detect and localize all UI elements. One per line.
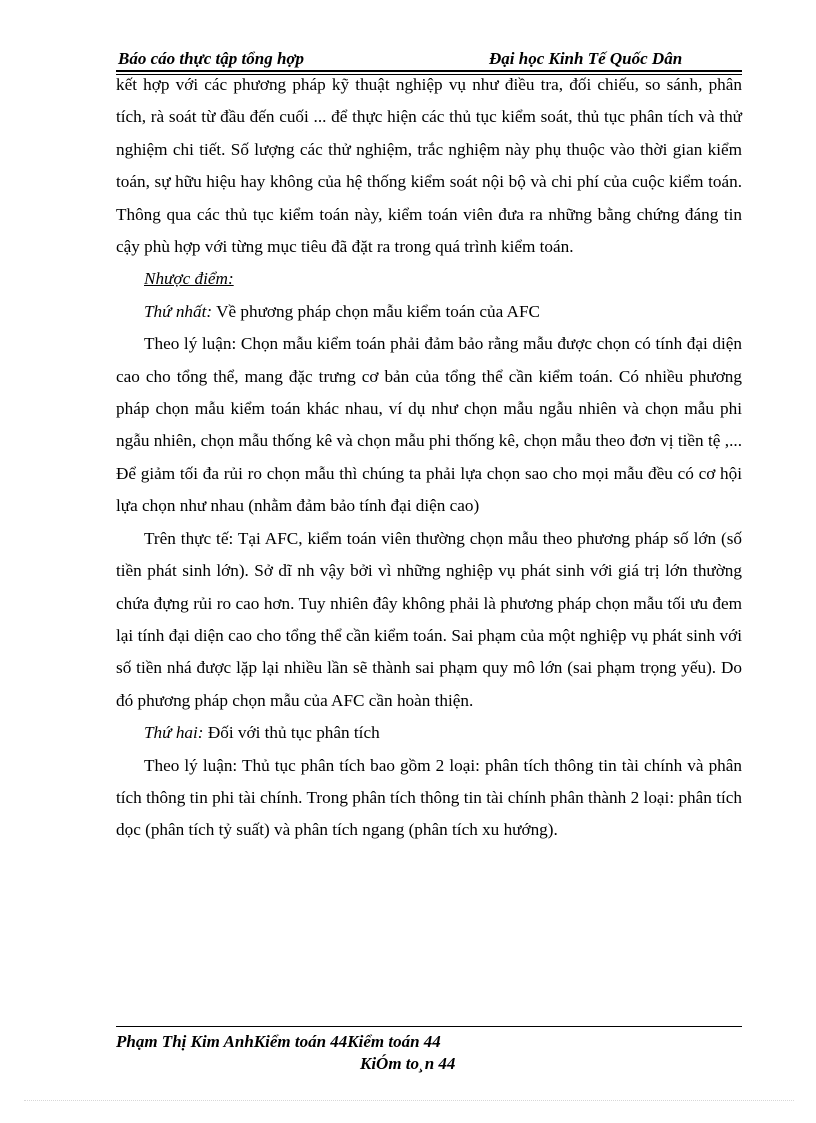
subheading-second (116, 717, 742, 749)
document-body (116, 69, 742, 847)
subheading-first (116, 296, 742, 328)
paragraph-theory-sampling: Theo lý luận: Chọn mẫu kiểm toán phải đảm bảo rằng mẫu được chọn có tính đại diện cao cho tổng thể, mang đặc trưng cơ bản của tổng thể cần kiểm toán. Có nhiều phương pháp chọn mẫu kiểm toán khác nhau, ví dụ như chọn mẫu ngẫu nhiên và chọn mẫu phi ngẫu nhiên, chọn mẫu thống kê và chọn mẫu phi thống kê, chọn mẫu theo đơn vị tiền tệ ,... Để giảm tối đa rủi ro chọn mẫu thì chúng ta phải lựa chọn sao cho mọi mẫu đều có cơ hội lựa chọn như nhau (nhằm đảm bảo tính đại diện cao) (116, 334, 742, 516)
first-label: Thứ nhất: (144, 301, 213, 321)
page-footer (116, 1031, 742, 1075)
paragraph-theory-analysis: Theo lý luận: Thủ tục phân tích bao gồm 2 loại: phân tích thông tin tài chính và phân tích thông tin phi tài chính. Trong phân tích thông tin tài chính phân thành 2 loại: phân tích dọc (phân tích tỷ suất) và phân tích ngang (phân tích xu hướng). (116, 755, 742, 840)
weaknesses-label: Nhược điểm: (144, 269, 234, 289)
paragraph-practice-sampling: Trên thực tế: Tại AFC, kiểm toán viên thường chọn mẫu theo phương pháp số lớn (số tiền phát sinh lớn). Sở dĩ nh vậy bởi vì những nghiệp vụ phát sinh với giá trị lớn thường chứa đựng rủi ro cao hơn. Tuy nhiên đây không phải là phương pháp chọn mẫu tối ưu đem lại tính đại diện cao cho tổng thể cần kiểm toán. Sai phạm của một nghiệp vụ phát sinh với số tiền nhá được lặp lại nhiều lần sẽ thành sai phạm quy mô lớn (sai phạm trọng yếu). Do đó phương pháp chọn mẫu của AFC cần hoàn thiện. (116, 528, 742, 710)
footer-author-line: Phạm Thị Kim AnhKiểm toán 44Kiểm toán 44 (116, 1032, 441, 1051)
section-heading-weaknesses (116, 263, 742, 295)
second-text: Đối với thủ tục phân tích (203, 723, 380, 743)
page-bottom-edge (24, 1100, 794, 1101)
footer-divider (116, 1026, 742, 1027)
header-university: Đại học Kinh Tế Quốc Dân (489, 49, 683, 68)
header-report-title: Báo cáo thực tập tổng hợp (118, 49, 305, 68)
first-text: Về phương pháp chọn mẫu kiểm toán của AFC (212, 301, 540, 321)
paragraph-continuation: kết hợp với các phương pháp kỹ thuật nghiệp vụ như điều tra, đối chiếu, so sánh, phân tích, rà soát từ đầu đến cuối ... để thực hiện các thủ tục kiểm soát, thủ tục phân tích và thử nghiệm chi tiết. Số lượng các thử nghiệm, trắc nghiệm này phụ thuộc vào thời gian kiểm toán, sự hữu hiệu hay không của hệ thống kiểm soát nội bộ và chi phí của cuộc kiểm toán. Thông qua các thủ tục kiểm toán này, kiểm toán viên đưa ra những bằng chứng đáng tin cậy phù hợp với từng mục tiêu đã đặt ra trong quá trình kiểm toán. (116, 75, 742, 257)
second-label: Thứ hai: (144, 723, 204, 743)
footer-garbled-line: KiÓm to¸n 44 (360, 1054, 456, 1073)
